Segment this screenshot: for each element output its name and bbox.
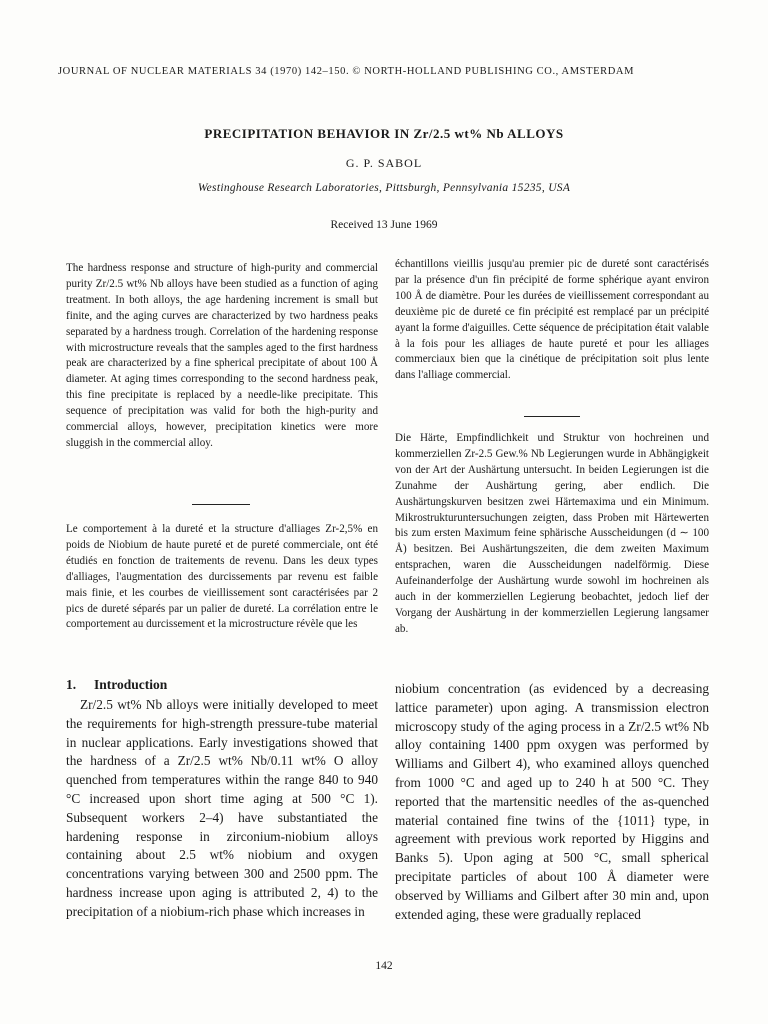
abstract-french-text-2: échantillons vieillis jusqu'au premier pic de dureté sont caractérisés par la présence d'un fin précipité de forme sphérique ayant environ 100 Å de diamètre. Pour les durées de vieillissement correspondant au deuxième pic de dureté ce fin précipité est remplacé par un précipité ayant la forme d'aiguilles. Cette séquence de précipitation était valable à la fois pour les alliages de haute pureté et pour les alliages commerciaux bien que la cinétique de précipitation soit plus lente dans l'alliage commercial. [395, 258, 709, 382]
abstract-german [395, 431, 709, 638]
abstract-english [66, 261, 378, 452]
body-column-left [66, 696, 378, 922]
author-affiliation: Westinghouse Research Laboratories, Pittsburgh, Pennsylvania 15235, USA [197, 182, 571, 194]
section-heading-introduction [66, 677, 378, 693]
article-title: PRECIPITATION BEHAVIOR IN Zr/2.5 wt% Nb ALLOYS [204, 126, 564, 141]
abstract-german-text: Die Härte, Empfindlichkeit und Struktur von hochreinen und kommerziellen Zr-2.5 Gew.% Nb Legierungen wurde in Abhängigkeit von der Art der Aushärtung untersucht. In beiden Legierungen ist die Zunahme der Aushärtung gering, aber endlich. Die Aushärtungskurven besitzen zwei Härtemaxima und ein Minimum. Mikrostrukturuntersuchungen zeigten, dass Proben mit Härtewerten bis zum ersten Maximum feine sphärische Ausscheidungen (d ∼ 100 Å) besitzen. Bei Aushärtungszeiten, die dem zweiten Maximum entsprachen, waren die Ausscheidungen nadelförmig. Diese Aufeinanderfolge der Aushärtung wurde sowohl im hochreinen als auch in der kommerziellen Legierung beobachtet, jedoch lief der Vorgang der Aushärtung in der kommerziellen Legierung langsamer ab. [395, 432, 709, 635]
abstract-french-part1 [66, 522, 378, 633]
received-date: Received 13 June 1969 [330, 219, 438, 231]
abstract-divider-right [524, 416, 580, 417]
body-column-right [395, 680, 709, 924]
section-title: Introduction [94, 677, 168, 692]
abstract-english-text: The hardness response and structure of high-purity and commercial purity Zr/2.5 wt% Nb alloys have been studied as a function of aging treatment. In both alloys, the age hardening increment is small but finite, and the aging curves are characterized by two hardness peaks separated by a hardness trough. Correlation of the hardening response with microstructure reveals that the samples aged to the first hardness peak are characterized by a fine spherical precipitate of about 100 Å diameter. At aging times corresponding to the second hardness peak, this fine precipitate is replaced by a needle-like precipitate. This sequence of precipitation was valid for both the high-purity and commercial alloys, however, precipitation kinetics were more sluggish in the commercial alloy. [66, 262, 378, 449]
intro-paragraph-left: Zr/2.5 wt% Nb alloys were initially developed to meet the requirements for high-strength pressure-tube material in nuclear applications. Early investigations showed that the hardness of a Zr/2.5 wt% Nb/0.11 wt% O alloy quenched from temperatures within the range 840 to 940 °C increased upon short time aging at 500 °C 1). Subsequent workers 2–4) have substantiated the hardening response in zirconium-niobium alloys containing about 2.5 wt% niobium and oxygen concentrations varying between 300 and 2500 ppm. The hardness increase upon aging is attributed 2, 4) to the precipitation of a niobium-rich phase which increases in [66, 697, 378, 919]
abstract-french-text-1: Le comportement à la dureté et la structure d'alliages Zr-2,5% en poids de Niobium de haute pureté et de pureté commerciale, ont été étudiés en fonction de traitements de revenu. Dans les deux types d'alliages, l'augmentation des durcissements par revenu est faible mais finie, et les courbes de vieillissement sont caractérisées par 2 pics de dureté séparés par un palier de dureté. La corrélation entre le comportement au durcissement et la microstructure révèle que les [66, 523, 378, 631]
page-number: 142 [375, 960, 393, 972]
running-head: JOURNAL OF NUCLEAR MATERIALS 34 (1970) 142–150. © NORTH-HOLLAND PUBLISHING CO., AMSTERDAM [58, 66, 635, 77]
author-name: G. P. SABOL [345, 156, 423, 170]
section-number: 1. [66, 677, 77, 692]
abstract-divider-left [192, 504, 250, 505]
abstract-french-part2 [395, 257, 709, 384]
intro-paragraph-right: niobium concentration (as evidenced by a decreasing lattice parameter) upon aging. A transmission electron microscopy study of the aging process in a Zr/2.5 wt% Nb alloy containing 1400 ppm oxygen was performed by Williams and Gilbert 4), who examined alloys quenched from 1000 °C and aged up to 240 h at 500 °C. They reported that the martensitic needles of the as-quenched material contained fine twins of the {1011} type, in agreement with previous work reported by Higgins and Banks 5). Upon aging at 500 °C, small spherical precipitate particles of about 100 Å diameter were observed by Williams and Gilbert after 30 min and, upon extended aging, these were gradually replaced [395, 681, 709, 922]
